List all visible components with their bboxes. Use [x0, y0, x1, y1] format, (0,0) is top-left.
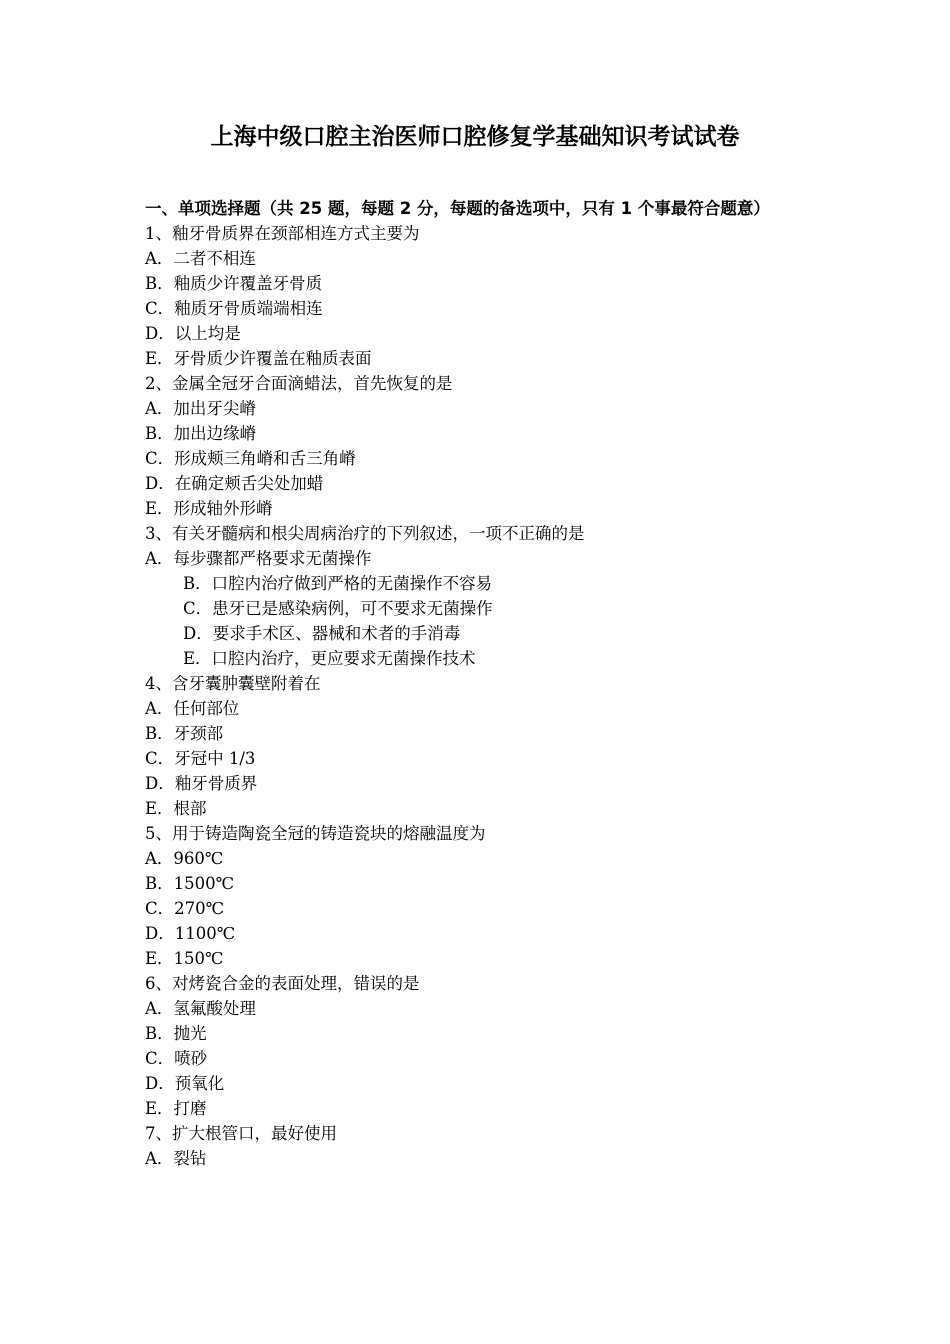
question-stem: 6、对烤瓷合金的表面处理，错误的是	[145, 974, 420, 993]
option-c: C．患牙已是感染病例，可不要求无菌操作	[183, 599, 493, 618]
option-c: C．喷砂	[145, 1049, 208, 1068]
option-c: C．270℃	[145, 899, 225, 918]
question-stem: 2、金属全冠牙合面滴蜡法，首先恢复的是	[145, 374, 453, 393]
option-a: A．二者不相连	[145, 249, 256, 268]
option-c: C．形成颊三角嵴和舌三角嵴	[145, 449, 356, 468]
option-b: B．抛光	[145, 1024, 207, 1043]
option-d: D．以上均是	[145, 324, 241, 343]
option-e: E．150℃	[145, 949, 224, 968]
option-a: A．960℃	[145, 849, 224, 868]
option-e: E．打磨	[145, 1099, 207, 1118]
option-a: A．氢氟酸处理	[145, 999, 256, 1018]
option-d: D．预氧化	[145, 1074, 225, 1093]
option-d: D．在确定颊舌尖处加蜡	[145, 474, 324, 493]
option-e: E．根部	[145, 799, 207, 818]
option-c: C．牙冠中 1/3	[145, 749, 256, 768]
question-1	[145, 221, 813, 371]
option-a: A．每步骤都严格要求无菌操作	[145, 549, 372, 568]
question-stem: 3、有关牙髓病和根尖周病治疗的下列叙述，一项不正确的是	[145, 524, 585, 543]
option-b: B．口腔内治疗做到严格的无菌操作不容易	[183, 574, 493, 593]
question-3	[145, 521, 813, 671]
question-stem: 5、用于铸造陶瓷全冠的铸造瓷块的熔融温度为	[145, 824, 486, 843]
option-e: E．口腔内治疗，更应要求无菌操作技术	[183, 649, 476, 668]
question-5	[145, 821, 813, 971]
question-2	[145, 371, 813, 521]
option-d: D．1100℃	[145, 924, 236, 943]
document-content	[145, 196, 813, 1171]
option-e: E．牙骨质少许覆盖在釉质表面	[145, 349, 372, 368]
option-b: B．加出边缘嵴	[145, 424, 257, 443]
question-7	[145, 1121, 813, 1171]
option-b: B．釉质少许覆盖牙骨质	[145, 274, 323, 293]
option-a: A．加出牙尖嵴	[145, 399, 256, 418]
option-b: B．1500℃	[145, 874, 235, 893]
option-b: B．牙颈部	[145, 724, 224, 743]
question-6	[145, 971, 813, 1121]
question-4	[145, 671, 813, 821]
question-stem: 1、釉牙骨质界在颈部相连方式主要为	[145, 224, 420, 243]
section-heading: 一、单项选择题（共 25 题，每题 2 分，每题的备选项中，只有 1 个事最符合题意）	[145, 199, 770, 218]
option-a: A．任何部位	[145, 699, 240, 718]
document-title: 上海中级口腔主治医师口腔修复学基础知识考试试卷	[210, 124, 740, 150]
option-d: D．釉牙骨质界	[145, 774, 258, 793]
question-stem: 7、扩大根管口，最好使用	[145, 1124, 337, 1143]
option-a: A．裂钻	[145, 1149, 207, 1168]
question-stem: 4、含牙囊肿囊壁附着在	[145, 674, 321, 693]
option-c: C．釉质牙骨质端端相连	[145, 299, 323, 318]
option-e: E．形成轴外形嵴	[145, 499, 273, 518]
option-d: D．要求手术区、器械和术者的手消毒	[183, 624, 461, 643]
